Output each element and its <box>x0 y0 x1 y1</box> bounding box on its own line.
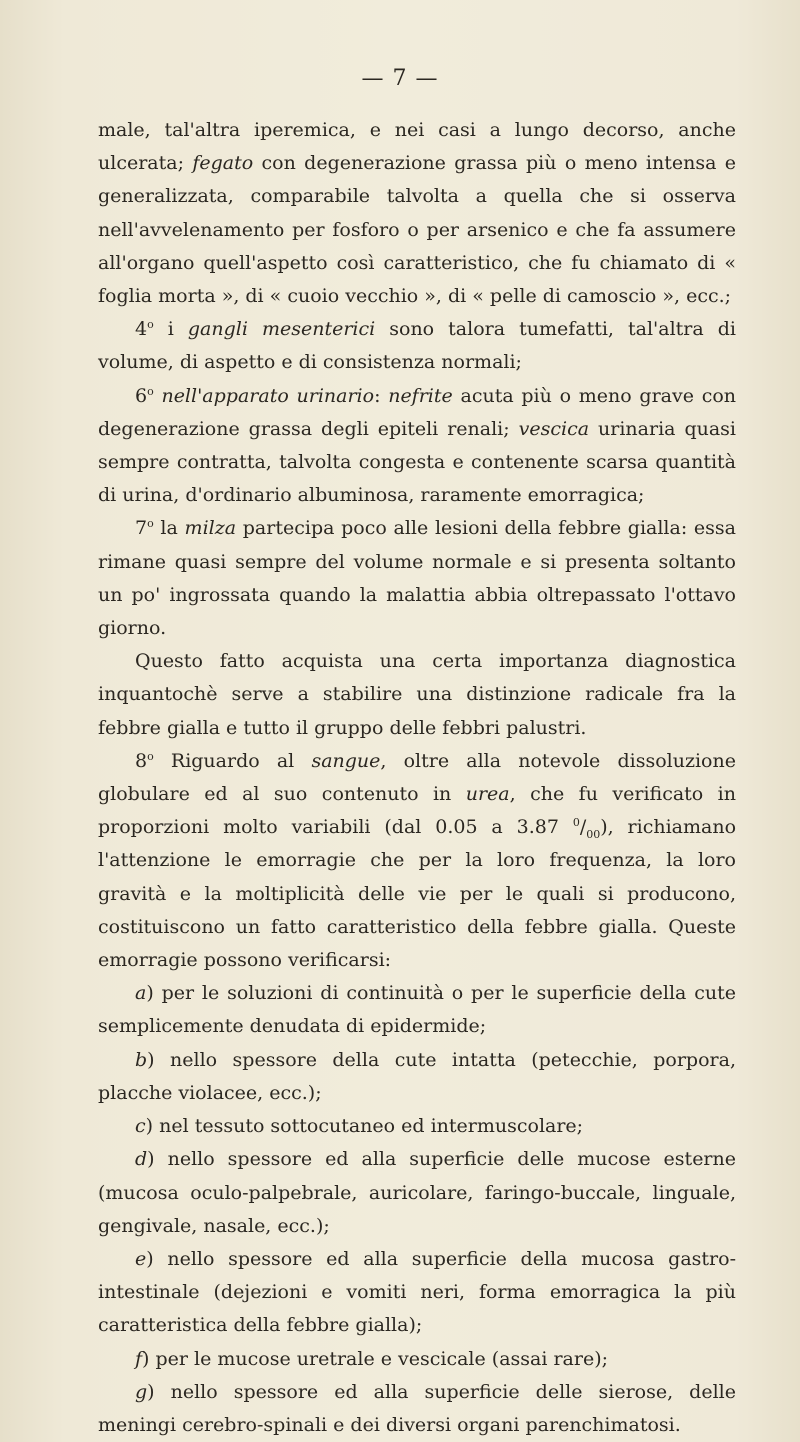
text-run: ) nel tessuto sottocutaneo ed intermuscolare; <box>145 1115 584 1138</box>
permille-top: 0 <box>572 816 580 830</box>
list-letter: b <box>135 1048 148 1071</box>
text-run: male, tal'altra iperemica, e nei casi a lungo decorso, anche ulcerata; <box>98 119 736 175</box>
list-letter: d <box>135 1148 148 1171</box>
paragraph-diagnostica <box>98 645 736 745</box>
list-item-b <box>98 1044 736 1110</box>
text-run: sono talora tumefatti, tal'altra di volume, di aspetto e di consistenza normali; <box>98 318 736 374</box>
text-run: con degenerazione grassa più o meno intensa e generalizzata, comparabile talvolta a quella che si osserva nell'avvelenamento per fosforo o per arsenico e che fa assumere all'organo quell'aspetto così caratteristico, che fu chiamato di « foglia morta », di « cuoio vecchio », di « pelle di camoscio », ecc.; <box>98 152 736 308</box>
permille-slash: / <box>579 816 587 839</box>
ordinal-mark: o <box>147 318 154 332</box>
item-number: 4 <box>135 318 148 341</box>
paragraph-4-gangli <box>98 313 736 379</box>
list-item-c <box>98 1110 736 1143</box>
paragraph-7-milza <box>98 512 736 645</box>
text-run: Questo fatto acquista una certa importanza diagnostica inquantochè serve a stabilire una distinzione radicale fra la febbre gialla e tutto il gruppo delle febbri palustri. <box>98 650 736 739</box>
text-run: partecipa poco alle lesioni della febbre gialla: essa rimane quasi sempre del volume normale e si presenta soltanto un po' ingrossata quando la malattia abbia oltrepassato l'ottavo giorno. <box>98 517 737 640</box>
list-letter: e <box>135 1247 147 1270</box>
permille-bottom: 00 <box>586 828 601 842</box>
italic-term: nefrite <box>388 384 453 407</box>
item-number: 6 <box>135 384 148 407</box>
italic-term: urea <box>465 783 510 806</box>
list-item-d <box>98 1143 736 1243</box>
text-run: urinaria quasi sempre contratta, talvolta congesta e contenente scarsa quantità di urina, d'ordinario albuminosa, raramente emorragica; <box>98 417 736 507</box>
paragraph-fegato <box>98 114 736 313</box>
list-letter: f <box>135 1347 143 1370</box>
paragraph-6-apparato-urinario <box>98 380 736 513</box>
list-item-f <box>98 1343 736 1376</box>
text-run: ) nello spessore ed alla superficie delle mucose esterne (mucosa oculo-palpebrale, auricolare, faringo-buccale, linguale, gengivale, nasale, ecc.); <box>98 1148 736 1237</box>
ordinal-mark: o <box>147 384 154 398</box>
text-run: , oltre alla notevole dissoluzione globulare ed al suo contenuto in <box>98 749 736 806</box>
italic-term: nell'apparato urinario <box>161 384 375 407</box>
ordinal-mark: o <box>147 517 154 531</box>
text-run: Riguardo al <box>153 749 312 772</box>
list-letter: a <box>135 982 147 1005</box>
list-letter: g <box>135 1380 148 1403</box>
italic-term: milza <box>184 517 237 540</box>
list-item-e <box>98 1243 736 1343</box>
text-run: ) per le soluzioni di continuità o per le superficie della cute semplicemente denudata di epidermide; <box>98 982 736 1038</box>
text-run: , che fu verificato in proporzioni molto variabili (dal 0.05 a 3.87 <box>98 783 736 839</box>
italic-term: fegato <box>192 152 254 175</box>
italic-term: gangli mesenterici <box>187 318 376 341</box>
body-text <box>98 114 736 1442</box>
item-number: 7 <box>135 517 148 540</box>
text-run: acuta più o meno grave con degenerazione grassa degli epiteli renali; <box>98 384 737 440</box>
text-run: ), richiamano l'attenzione le emorragie che per la loro frequenza, la loro gravità e la moltiplicità delle vie per le quali si producono, costituiscono un fatto caratteristico della febbre gialla. Queste emorragie possono verificarsi: <box>98 816 737 972</box>
italic-term: sangue <box>311 749 381 772</box>
ordinal-mark: o <box>147 749 154 763</box>
text-run: ) nello spessore ed alla superficie delle sierose, delle meningi cerebro-spinali e dei diversi organi parenchimatosi. <box>98 1380 736 1436</box>
list-item-g <box>98 1376 736 1442</box>
text-run: : <box>374 384 389 407</box>
italic-term: vescica <box>518 417 590 440</box>
list-item-a <box>98 977 736 1043</box>
text-run: ) per le mucose uretrale e vescicale (assai rare); <box>142 1347 609 1370</box>
list-letter: c <box>135 1115 146 1138</box>
text-run: ) nello spessore ed alla superficie della mucosa gastro-intestinale (dejezioni e vomiti neri, forma emorragica la più caratteristica della febbre gialla); <box>98 1247 736 1337</box>
paragraph-8-sangue <box>98 745 736 977</box>
item-number: 8 <box>135 749 148 772</box>
text-run: la <box>153 517 185 540</box>
page-number: — 7 — <box>361 66 439 91</box>
text-run: i <box>153 318 188 341</box>
text-run: ) nello spessore della cute intatta (petecchie, porpora, placche violacee, ecc.); <box>98 1048 736 1104</box>
